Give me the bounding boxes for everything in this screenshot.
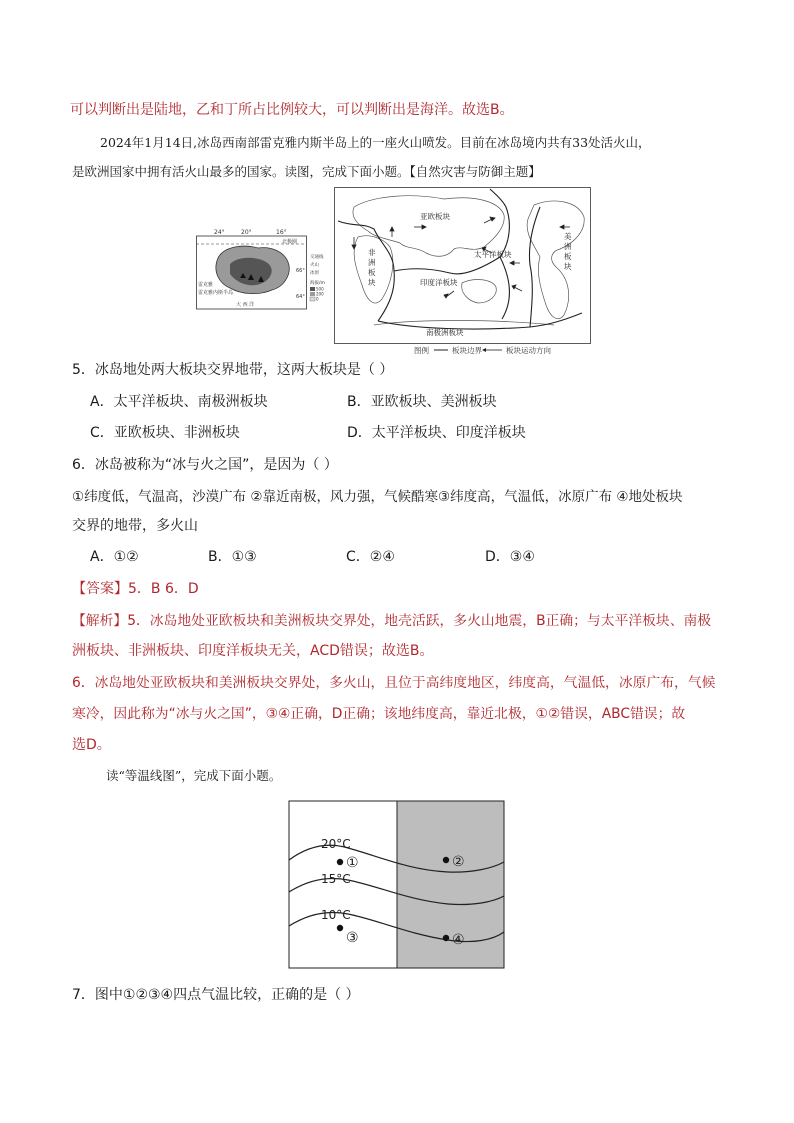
isotherm-label-10: 10°C [321,908,351,922]
legend-elev-500: 500 [316,286,324,292]
analysis-tag: 【解析】 [72,613,128,629]
point-1-label: ① [346,855,359,871]
analysis-line-1 [72,611,711,631]
plate-label-america-3: 板 [564,252,572,261]
plate-label-pacific: 太平洋板块 [474,250,512,259]
plate-label-africa-3: 板 [368,268,376,277]
lon-label-2: 20° [241,229,252,236]
sea-area [397,801,504,968]
point-4-label: ④ [452,932,465,948]
q6-items-line-1: ①纬度低，气温高，沙漠广布 ②靠近南极，风力强，气候酷寒③纬度高，气温低，冰原广布 ④地处板块 [72,489,683,505]
plate-legend-boundary: 板块边界 [452,346,482,355]
iceland-map [196,228,328,314]
q6-option-d: D．③④ [485,549,535,565]
q5-option-c: C．亚欧板块、非洲板块 [90,425,240,441]
q6-items-line-2: 交界的地带，多火山 [72,518,198,534]
answer-text: 5．B 6．D [128,581,199,597]
plate-label-indian: 印度洋板块 [420,278,458,287]
q5-option-a: A．太平洋板块、南极洲板块 [90,394,268,410]
lat-label-2: 64° [296,294,305,300]
isotherm-label-20: 20°C [321,837,351,851]
q5-stem: 5．冰岛地处两大板块交界地带，这两大板块是（ ） [72,362,394,378]
lon-label-3: 16° [276,229,287,236]
legend-elev: 海拔/m [310,281,325,286]
point-2-label: ② [452,854,465,870]
q7-stem: 7．图中①②③④四点气温比较，正确的是（ ） [72,987,360,1003]
plate-label-america-4: 块 [564,262,572,271]
plate-label-africa-4: 块 [368,278,376,287]
legend-ice: 冰原 [310,271,319,276]
point-3-label: ③ [346,930,359,946]
q5-option-b: B．亚欧板块、美洲板块 [347,394,497,410]
lon-label-1: 24° [214,229,225,236]
plate-label-america-1: 美 [564,232,572,241]
sea-label: 大 西 洋 [236,302,255,308]
place-label-2: 雷克雅内斯半岛 [198,290,234,296]
analysis-line-3: 6．冰岛地处亚欧板块和美洲板块交界处，多火山，且位于高纬度地区，纬度高，气温低，冰原广布，气候 [72,675,716,691]
plate-legend-prefix: 图例 [414,346,429,355]
q6-option-a: A．①② [90,549,139,565]
legend-road: 交通线 [310,255,324,260]
analysis-text-1: 5．冰岛地处亚欧板块和美洲板块交界处，地壳活跃，多火山地震，B正确；与太平洋板块、南极 [127,613,712,629]
answer-tag: 【答案】 [72,581,128,597]
legend-volcano: 火山 [310,263,319,268]
plate-label-africa-1: 非 [368,248,376,257]
analysis-line-4: 寒冷，因此称为“冰与火之国”，③④正确，D正确；该地纬度高，靠近北极，①②错误，ABC错误；故 [72,706,686,722]
plate-label-eurasia: 亚欧板块 [420,212,450,221]
previous-answer-text: 可以判断出是陆地，乙和丁所占比例较大，可以判断出是海洋。故选B。 [70,102,514,118]
plate-legend-motion: 板块运动方向 [506,346,551,355]
plate-label-africa-2: 洲 [368,258,376,267]
analysis-line-5: 选D。 [72,737,111,753]
q6-stem: 6．冰岛被称为“冰与火之国”，是因为（ ） [72,457,338,473]
answer-line [72,579,199,599]
intro-line-2: 是欧洲国家中拥有活火山最多的国家。读图，完成下面小题。【自然灾害与防御主题】 [72,164,541,179]
q6-option-c: C．②④ [346,549,395,565]
isotherm-label-15: 15°C [321,872,351,886]
plate-label-antarctic: 南极洲板块 [426,328,464,337]
lat-label-1: 66° [296,268,305,274]
q5-option-d: D．太平洋板块、印度洋板块 [347,425,526,441]
arctic-circle-label: 北极圈 [282,239,298,245]
isotherm-intro: 读“等温线图”，完成下面小题。 [106,768,282,783]
q6-option-b: B．①③ [208,549,257,565]
plate-label-america-2: 洲 [564,242,572,251]
point-2-dot [443,857,449,863]
plate-map [334,187,592,357]
legend-elev-0: 0 [316,296,319,302]
legend-elev-200: 200 [316,291,324,297]
point-3-dot [337,925,343,931]
point-1-dot [337,859,343,865]
place-label-1: 雷克雅 [198,282,214,288]
isotherm-chart [288,800,506,970]
intro-line-1: 2024年1月14日,冰岛西南部雷克雅内斯半岛上的一座火山喷发。目前在冰岛境内共有33处活火山， [100,135,651,150]
point-4-dot [443,935,449,941]
analysis-line-2: 洲板块、非洲板块、印度洋板块无关，ACD错误；故选B。 [72,643,434,659]
